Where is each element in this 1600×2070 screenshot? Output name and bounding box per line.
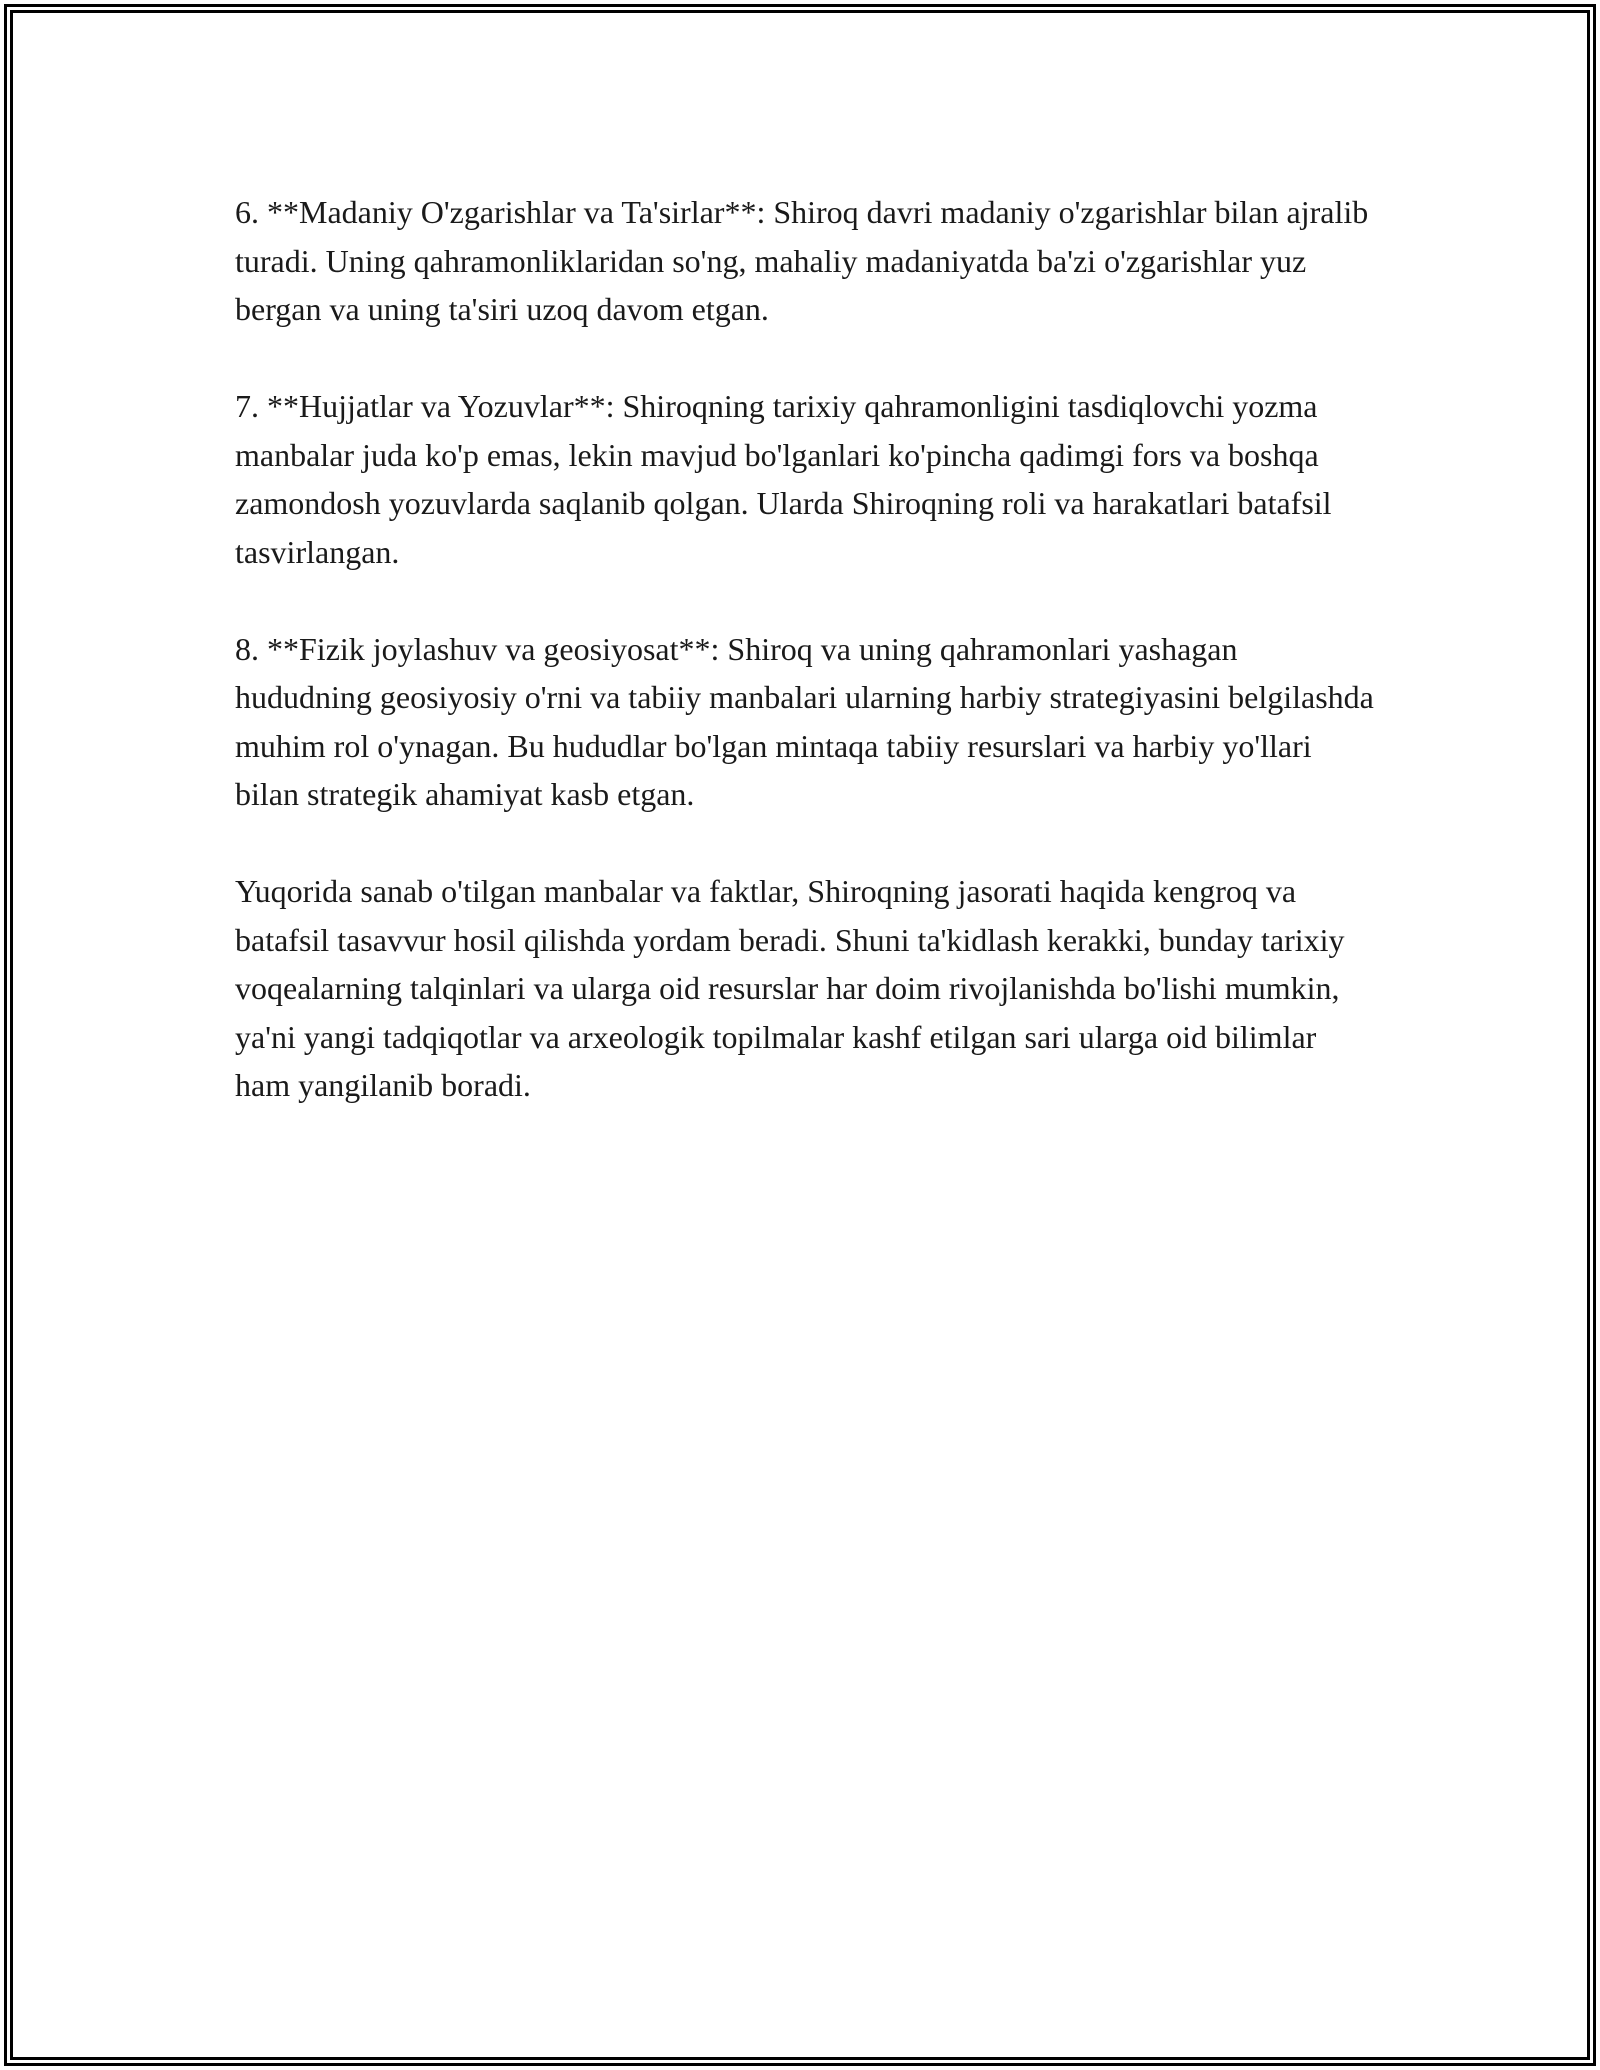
paragraph-item-8: 8. **Fizik joylashuv va geosiyosat**: Shiroq va uning qahramonlari yashagan hududning geosiyosiy o'rni va tabiiy manbalari ularning harbiy strategiyasini belgilashda muhim rol o'ynagan. Bu hududlar bo'lgan mintaqa tabiiy resurslari va harbiy yo'llari bilan strategik ahamiyat kasb etgan. bbox=[235, 630, 1374, 812]
paragraph-conclusion: Yuqorida sanab o'tilgan manbalar va faktlar, Shiroqning jasorati haqida kengroq va batafsil tasavvur hosil qilishda yordam beradi. Shuni ta'kidlash kerakki, bunday tarixiy voqealarning talqinlari va ularga oid resurslar har doim rivojlanishda bo'lishi mumkin, ya'ni yangi tadqiqotlar va arxeologik topilmalar kashf etilgan sari ularga oid bilimlar ham yangilanib boradi. bbox=[235, 873, 1345, 1103]
paragraph-item-7: 7. **Hujjatlar va Yozuvlar**: Shiroqning tarixiy qahramonligini tasdiqlovchi yozma manbalar juda ko'p emas, lekin mavjud bo'lganlari ko'pincha qadimgi fors va boshqa zamondosh yozuvlarda saqlanib qolgan. Ularda Shiroqning roli va harakatlari batafsil tasvirlangan. bbox=[235, 388, 1332, 570]
paragraph-item-6: 6. **Madaniy O'zgarishlar va Ta'sirlar**: Shiroq davri madaniy o'zgarishlar bilan ajralib turadi. Uning qahramonliklaridan so'ng, mahaliy madaniyatda ba'zi o'zgarishlar yuz bergan va uning ta'siri uzoq davom etgan. bbox=[235, 194, 1369, 327]
document-body bbox=[235, 188, 1375, 1158]
